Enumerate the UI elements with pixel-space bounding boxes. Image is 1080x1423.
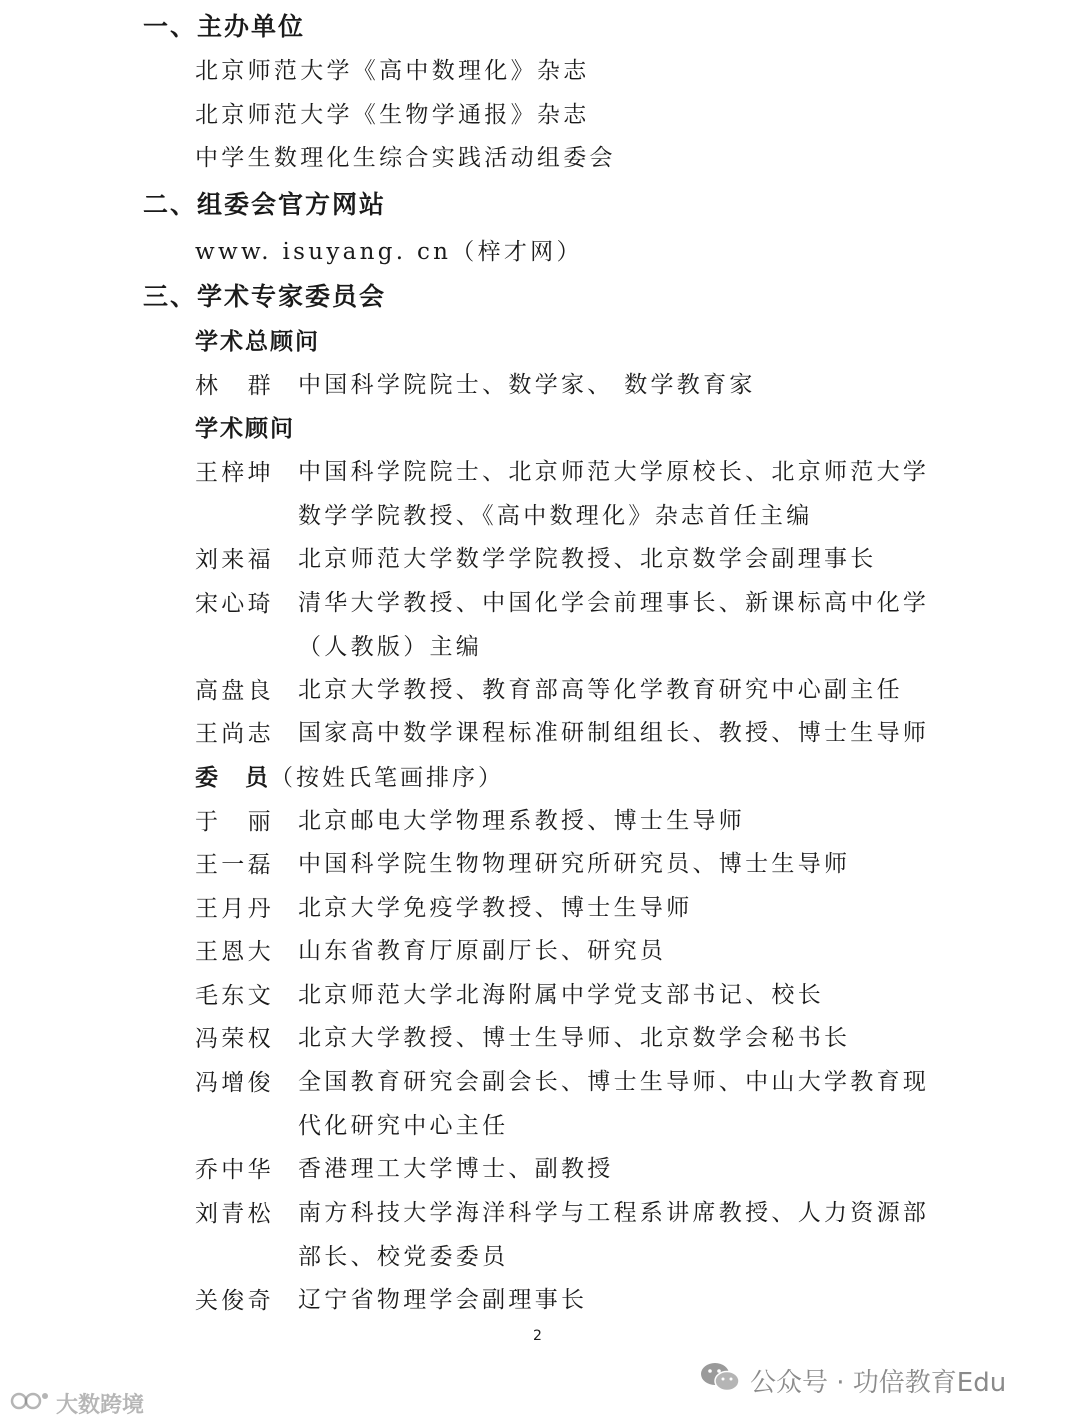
- person-desc: 辽宁省物理学会副理事长: [298, 1287, 588, 1313]
- person-desc: 中国科学院院士、数学家、 数学教育家: [298, 372, 756, 398]
- members-heading-label: 委 员: [195, 765, 270, 791]
- watermark-right-text: 公众号 · 功倍教育Edu: [750, 1368, 1007, 1398]
- person-name: 王恩大: [195, 939, 274, 965]
- person-desc: 山东省教育厅原副厅长、研究员: [298, 938, 667, 964]
- person-name: 王一磊: [195, 852, 274, 878]
- person-name: 于 丽: [195, 809, 274, 835]
- person-name: 关俊奇: [195, 1288, 274, 1314]
- person-desc: 全国教育研究会副会长、博士生导师、中山大学教育现代化研究中心主任: [298, 1069, 930, 1139]
- members-heading-note: （按姓氏笔画排序）: [270, 765, 504, 791]
- organizer-line: 北京师范大学《高中数理化》杂志: [195, 58, 590, 84]
- organizer-line: 北京师范大学《生物学通报》杂志: [195, 102, 590, 128]
- person-desc: 北京大学教授、博士生导师、北京数学会秘书长: [298, 1025, 851, 1051]
- watermark-right: [700, 1360, 1006, 1401]
- watermark-left-text: 大数跨境: [56, 1393, 145, 1418]
- person-desc: 香港理工大学博士、副教授: [298, 1156, 614, 1182]
- person-name: 冯荣权: [195, 1026, 274, 1052]
- watermark-left: [10, 1388, 144, 1419]
- website-line: www. isuyang. cn（梓才网）: [195, 239, 583, 265]
- watermark-logo-icon: [10, 1390, 50, 1418]
- wechat-icon: [700, 1360, 740, 1401]
- person-desc: 北京师范大学北海附属中学党支部书记、校长: [298, 982, 824, 1008]
- person-name: 王梓坤: [195, 460, 274, 486]
- person-name: 刘来福: [195, 547, 274, 573]
- person-name: 王尚志: [195, 721, 274, 747]
- person-desc: 清华大学教授、中国化学会前理事长、新课标高中化学（人教版）主编: [298, 590, 930, 660]
- person-desc: 北京师范大学数学学院教授、北京数学会副理事长: [298, 546, 877, 572]
- page-number: 2: [533, 1328, 542, 1344]
- person-desc: 南方科技大学海洋科学与工程系讲席教授、人力资源部部长、校党委委员: [298, 1200, 930, 1270]
- person-desc: 北京邮电大学物理系教授、博士生导师: [298, 808, 746, 834]
- person-name: 冯增俊: [195, 1070, 274, 1096]
- organizer-line: 中学生数理化生综合实践活动组委会: [195, 145, 616, 171]
- person-desc: 中国科学院生物物理研究所研究员、博士生导师: [298, 851, 851, 877]
- person-name: 乔中华: [195, 1157, 274, 1183]
- advisors-heading: 学术顾问: [195, 416, 295, 442]
- members-heading: [195, 761, 504, 795]
- person-name: 高盘良: [195, 678, 274, 704]
- section-heading-website: 二、组委会官方网站: [143, 190, 387, 219]
- person-desc: 北京大学教授、教育部高等化学教育研究中心副主任: [298, 677, 903, 703]
- person-name: 刘青松: [195, 1201, 274, 1227]
- person-name: 宋心琦: [195, 591, 274, 617]
- person-name: 林 群: [195, 373, 274, 399]
- person-desc: 中国科学院院士、北京师范大学原校长、北京师范大学数学学院教授、《高中数理化》杂志首任主编: [298, 459, 930, 529]
- person-desc: 国家高中数学课程标准研制组组长、教授、博士生导师: [298, 720, 930, 746]
- person-desc: 北京大学免疫学教授、博士生导师: [298, 895, 693, 921]
- section-heading-organizers: 一、主办单位: [143, 12, 306, 41]
- section-heading-committee: 三、学术专家委员会: [143, 282, 387, 311]
- chief-advisor-heading: 学术总顾问: [195, 329, 320, 355]
- person-name: 王月丹: [195, 896, 274, 922]
- person-name: 毛东文: [195, 983, 274, 1009]
